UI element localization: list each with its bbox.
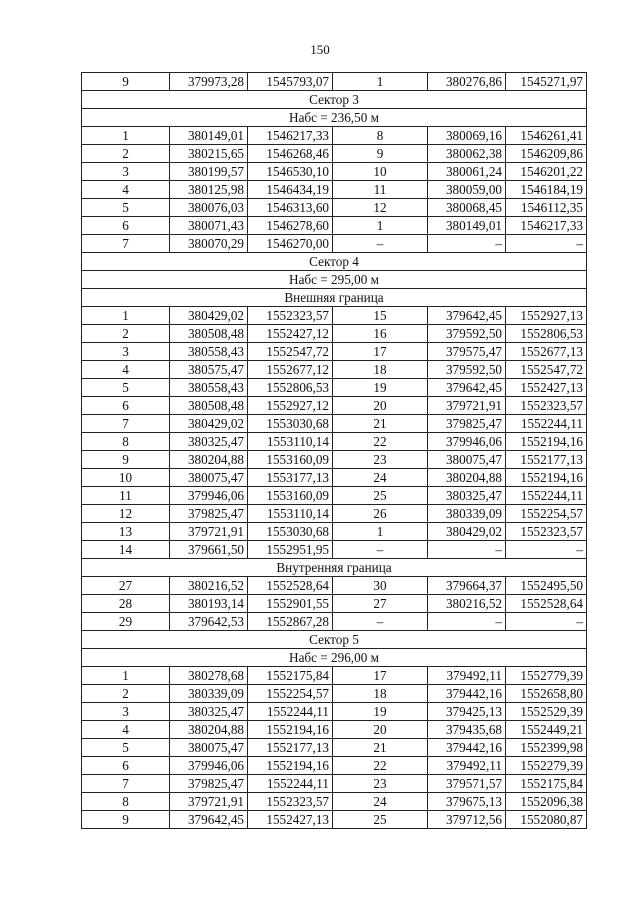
section-header-row (82, 289, 587, 307)
section-header: Сектор 5 (82, 631, 587, 649)
y-left-cell: 1552177,13 (248, 739, 333, 757)
section-header: Сектор 3 (82, 91, 587, 109)
section-header-row (82, 649, 587, 667)
table-row (82, 397, 587, 415)
section-header: Набс = 236,50 м (82, 109, 587, 127)
y-left-cell: 1545793,07 (248, 73, 333, 91)
x-left-cell: 379946,06 (170, 757, 248, 775)
x-right-cell: – (428, 541, 506, 559)
point-number-left-cell: 9 (82, 811, 170, 829)
x-left-cell: 380216,52 (170, 577, 248, 595)
y-right-cell: 1552279,39 (506, 757, 587, 775)
y-left-cell: 1552867,28 (248, 613, 333, 631)
point-number-right-cell: 22 (333, 433, 428, 451)
y-right-cell: 1552177,13 (506, 451, 587, 469)
y-right-cell: 1552175,84 (506, 775, 587, 793)
y-right-cell: 1552194,16 (506, 433, 587, 451)
x-left-cell: 379973,28 (170, 73, 248, 91)
y-right-cell: 1552244,11 (506, 487, 587, 505)
x-left-cell: 379946,06 (170, 487, 248, 505)
table-row (82, 811, 587, 829)
point-number-left-cell: 9 (82, 73, 170, 91)
table-row (82, 325, 587, 343)
x-right-cell: – (428, 613, 506, 631)
x-left-cell: 380575,47 (170, 361, 248, 379)
table-row (82, 721, 587, 739)
x-right-cell: 379571,57 (428, 775, 506, 793)
point-number-left-cell: 6 (82, 397, 170, 415)
table-row (82, 415, 587, 433)
point-number-right-cell: 1 (333, 73, 428, 91)
x-right-cell: 380061,24 (428, 163, 506, 181)
y-right-cell: – (506, 541, 587, 559)
point-number-left-cell: 4 (82, 181, 170, 199)
point-number-right-cell: 9 (333, 145, 428, 163)
y-left-cell: 1552194,16 (248, 721, 333, 739)
y-right-cell: 1552244,11 (506, 415, 587, 433)
y-right-cell: – (506, 613, 587, 631)
x-right-cell: 379592,50 (428, 325, 506, 343)
point-number-right-cell: 27 (333, 595, 428, 613)
x-right-cell: 379435,68 (428, 721, 506, 739)
x-right-cell: 379642,45 (428, 379, 506, 397)
x-left-cell: 380558,43 (170, 379, 248, 397)
table-row (82, 145, 587, 163)
y-left-cell: 1552244,11 (248, 703, 333, 721)
x-left-cell: 380075,47 (170, 469, 248, 487)
point-number-right-cell: 25 (333, 811, 428, 829)
x-right-cell: 380429,02 (428, 523, 506, 541)
x-right-cell: 380339,09 (428, 505, 506, 523)
point-number-left-cell: 4 (82, 361, 170, 379)
section-header-row (82, 91, 587, 109)
section-header-row (82, 271, 587, 289)
point-number-right-cell: 21 (333, 739, 428, 757)
table-row (82, 163, 587, 181)
table-row (82, 577, 587, 595)
x-right-cell: 379946,06 (428, 433, 506, 451)
section-header-row (82, 109, 587, 127)
y-left-cell: 1552677,12 (248, 361, 333, 379)
y-left-cell: 1553177,13 (248, 469, 333, 487)
table-row (82, 595, 587, 613)
section-header: Набс = 295,00 м (82, 271, 587, 289)
table-row (82, 775, 587, 793)
point-number-right-cell: 22 (333, 757, 428, 775)
x-right-cell: 380069,16 (428, 127, 506, 145)
x-right-cell: 379675,13 (428, 793, 506, 811)
table-row (82, 361, 587, 379)
y-right-cell: 1552927,13 (506, 307, 587, 325)
y-right-cell: 1552529,39 (506, 703, 587, 721)
x-left-cell: 379721,91 (170, 793, 248, 811)
x-right-cell: 380149,01 (428, 217, 506, 235)
y-left-cell: 1553160,09 (248, 487, 333, 505)
point-number-right-cell: 24 (333, 793, 428, 811)
y-right-cell: 1552427,13 (506, 379, 587, 397)
point-number-left-cell: 7 (82, 235, 170, 253)
x-right-cell: 380325,47 (428, 487, 506, 505)
x-left-cell: 380339,09 (170, 685, 248, 703)
y-left-cell: 1552244,11 (248, 775, 333, 793)
x-left-cell: 380071,43 (170, 217, 248, 235)
y-right-cell: 1552779,39 (506, 667, 587, 685)
table-row (82, 523, 587, 541)
point-number-right-cell: 19 (333, 703, 428, 721)
table-row (82, 181, 587, 199)
x-left-cell: 380070,29 (170, 235, 248, 253)
x-right-cell: 379492,11 (428, 667, 506, 685)
y-left-cell: 1553160,09 (248, 451, 333, 469)
y-left-cell: 1546270,00 (248, 235, 333, 253)
y-right-cell: 1546112,35 (506, 199, 587, 217)
section-header-row (82, 253, 587, 271)
x-right-cell: 380075,47 (428, 451, 506, 469)
point-number-left-cell: 9 (82, 451, 170, 469)
table-row (82, 217, 587, 235)
point-number-left-cell: 3 (82, 343, 170, 361)
y-left-cell: 1546313,60 (248, 199, 333, 217)
x-left-cell: 379825,47 (170, 505, 248, 523)
y-right-cell: 1552658,80 (506, 685, 587, 703)
section-header-row (82, 559, 587, 577)
point-number-left-cell: 11 (82, 487, 170, 505)
point-number-left-cell: 8 (82, 793, 170, 811)
table-row (82, 235, 587, 253)
table-row (82, 307, 587, 325)
y-right-cell: 1552096,38 (506, 793, 587, 811)
point-number-right-cell: 15 (333, 307, 428, 325)
x-right-cell: 379721,91 (428, 397, 506, 415)
y-right-cell: 1546201,22 (506, 163, 587, 181)
table-row (82, 73, 587, 91)
x-right-cell: 380062,38 (428, 145, 506, 163)
x-left-cell: 379642,45 (170, 811, 248, 829)
y-right-cell: 1546184,19 (506, 181, 587, 199)
point-number-right-cell: 16 (333, 325, 428, 343)
point-number-right-cell: 25 (333, 487, 428, 505)
section-header: Сектор 4 (82, 253, 587, 271)
y-left-cell: 1552951,95 (248, 541, 333, 559)
x-left-cell: 379721,91 (170, 523, 248, 541)
point-number-right-cell: 8 (333, 127, 428, 145)
y-left-cell: 1546530,10 (248, 163, 333, 181)
coordinates-table-body (82, 73, 587, 829)
x-left-cell: 380325,47 (170, 433, 248, 451)
point-number-left-cell: 1 (82, 307, 170, 325)
y-right-cell: 1546209,86 (506, 145, 587, 163)
table-row (82, 433, 587, 451)
table-row (82, 469, 587, 487)
y-left-cell: 1552427,12 (248, 325, 333, 343)
point-number-left-cell: 27 (82, 577, 170, 595)
x-left-cell: 379661,50 (170, 541, 248, 559)
point-number-left-cell: 14 (82, 541, 170, 559)
x-left-cell: 380429,02 (170, 307, 248, 325)
point-number-left-cell: 28 (82, 595, 170, 613)
y-right-cell: 1552194,16 (506, 469, 587, 487)
x-left-cell: 380558,43 (170, 343, 248, 361)
x-right-cell: 380068,45 (428, 199, 506, 217)
point-number-right-cell: 26 (333, 505, 428, 523)
point-number-left-cell: 1 (82, 667, 170, 685)
page-number: 150 (310, 42, 330, 57)
x-left-cell: 380193,14 (170, 595, 248, 613)
table-row (82, 703, 587, 721)
x-right-cell: 380204,88 (428, 469, 506, 487)
point-number-right-cell: 17 (333, 343, 428, 361)
y-left-cell: 1553030,68 (248, 415, 333, 433)
point-number-right-cell: 1 (333, 523, 428, 541)
y-right-cell: 1552449,21 (506, 721, 587, 739)
y-left-cell: 1552901,55 (248, 595, 333, 613)
point-number-left-cell: 8 (82, 433, 170, 451)
point-number-left-cell: 12 (82, 505, 170, 523)
point-number-left-cell: 2 (82, 685, 170, 703)
y-left-cell: 1546434,19 (248, 181, 333, 199)
point-number-right-cell: 21 (333, 415, 428, 433)
point-number-right-cell: 12 (333, 199, 428, 217)
x-left-cell: 380204,88 (170, 451, 248, 469)
point-number-left-cell: 13 (82, 523, 170, 541)
table-row (82, 379, 587, 397)
y-right-cell: 1552547,72 (506, 361, 587, 379)
point-number-left-cell: 29 (82, 613, 170, 631)
point-number-right-cell: – (333, 613, 428, 631)
x-right-cell: 379825,47 (428, 415, 506, 433)
y-left-cell: 1546268,46 (248, 145, 333, 163)
y-right-cell: 1545271,97 (506, 73, 587, 91)
point-number-left-cell: 3 (82, 163, 170, 181)
table-row (82, 127, 587, 145)
point-number-right-cell: 1 (333, 217, 428, 235)
table-row (82, 505, 587, 523)
point-number-left-cell: 10 (82, 469, 170, 487)
table-row (82, 685, 587, 703)
x-right-cell: 379425,13 (428, 703, 506, 721)
x-left-cell: 380215,65 (170, 145, 248, 163)
x-left-cell: 380325,47 (170, 703, 248, 721)
y-left-cell: 1552427,13 (248, 811, 333, 829)
y-left-cell: 1552528,64 (248, 577, 333, 595)
x-right-cell: 380059,00 (428, 181, 506, 199)
section-header: Внутренняя граница (82, 559, 587, 577)
y-right-cell: 1552528,64 (506, 595, 587, 613)
point-number-left-cell: 5 (82, 739, 170, 757)
y-left-cell: 1552806,53 (248, 379, 333, 397)
y-left-cell: 1546278,60 (248, 217, 333, 235)
x-left-cell: 380204,88 (170, 721, 248, 739)
section-header: Внешняя граница (82, 289, 587, 307)
table-row (82, 451, 587, 469)
table-row (82, 739, 587, 757)
point-number-right-cell: 30 (333, 577, 428, 595)
y-right-cell: 1552323,57 (506, 523, 587, 541)
y-left-cell: 1553030,68 (248, 523, 333, 541)
point-number-right-cell: 18 (333, 685, 428, 703)
x-left-cell: 380076,03 (170, 199, 248, 217)
point-number-left-cell: 2 (82, 325, 170, 343)
x-right-cell: 379575,47 (428, 343, 506, 361)
point-number-left-cell: 2 (82, 145, 170, 163)
x-right-cell: 379712,56 (428, 811, 506, 829)
y-left-cell: 1552927,12 (248, 397, 333, 415)
y-right-cell: 1552254,57 (506, 505, 587, 523)
x-right-cell: 380276,86 (428, 73, 506, 91)
x-left-cell: 380508,48 (170, 397, 248, 415)
y-right-cell: 1552399,98 (506, 739, 587, 757)
table-row (82, 199, 587, 217)
y-left-cell: 1546217,33 (248, 127, 333, 145)
y-right-cell: 1552495,50 (506, 577, 587, 595)
point-number-right-cell: – (333, 541, 428, 559)
y-left-cell: 1552323,57 (248, 793, 333, 811)
y-left-cell: 1553110,14 (248, 505, 333, 523)
point-number-right-cell: 10 (333, 163, 428, 181)
point-number-right-cell: 19 (333, 379, 428, 397)
y-left-cell: 1553110,14 (248, 433, 333, 451)
y-left-cell: 1552254,57 (248, 685, 333, 703)
x-left-cell: 380199,57 (170, 163, 248, 181)
section-header-row (82, 631, 587, 649)
point-number-right-cell: 11 (333, 181, 428, 199)
table-row (82, 613, 587, 631)
x-left-cell: 379825,47 (170, 775, 248, 793)
point-number-right-cell: 17 (333, 667, 428, 685)
y-left-cell: 1552323,57 (248, 307, 333, 325)
y-right-cell: – (506, 235, 587, 253)
x-right-cell: – (428, 235, 506, 253)
x-left-cell: 380429,02 (170, 415, 248, 433)
point-number-right-cell: 20 (333, 721, 428, 739)
y-right-cell: 1552806,53 (506, 325, 587, 343)
x-right-cell: 379492,11 (428, 757, 506, 775)
y-right-cell: 1546217,33 (506, 217, 587, 235)
y-right-cell: 1552080,87 (506, 811, 587, 829)
x-left-cell: 380125,98 (170, 181, 248, 199)
coordinates-table (81, 72, 587, 829)
point-number-left-cell: 7 (82, 415, 170, 433)
x-right-cell: 379442,16 (428, 739, 506, 757)
x-right-cell: 379442,16 (428, 685, 506, 703)
x-right-cell: 380216,52 (428, 595, 506, 613)
y-left-cell: 1552175,84 (248, 667, 333, 685)
table-row (82, 343, 587, 361)
table-row (82, 757, 587, 775)
table-row (82, 793, 587, 811)
point-number-left-cell: 5 (82, 379, 170, 397)
y-left-cell: 1552194,16 (248, 757, 333, 775)
y-right-cell: 1546261,41 (506, 127, 587, 145)
table-row (82, 667, 587, 685)
x-right-cell: 379664,37 (428, 577, 506, 595)
point-number-left-cell: 5 (82, 199, 170, 217)
point-number-right-cell: 24 (333, 469, 428, 487)
y-right-cell: 1552677,13 (506, 343, 587, 361)
point-number-left-cell: 7 (82, 775, 170, 793)
point-number-right-cell: 20 (333, 397, 428, 415)
point-number-left-cell: 1 (82, 127, 170, 145)
x-left-cell: 380278,68 (170, 667, 248, 685)
x-right-cell: 379592,50 (428, 361, 506, 379)
point-number-left-cell: 6 (82, 757, 170, 775)
point-number-right-cell: 18 (333, 361, 428, 379)
point-number-left-cell: 3 (82, 703, 170, 721)
y-right-cell: 1552323,57 (506, 397, 587, 415)
point-number-right-cell: 23 (333, 451, 428, 469)
point-number-right-cell: – (333, 235, 428, 253)
point-number-left-cell: 4 (82, 721, 170, 739)
x-right-cell: 379642,45 (428, 307, 506, 325)
y-left-cell: 1552547,72 (248, 343, 333, 361)
point-number-right-cell: 23 (333, 775, 428, 793)
x-left-cell: 380508,48 (170, 325, 248, 343)
point-number-left-cell: 6 (82, 217, 170, 235)
table-row (82, 487, 587, 505)
x-left-cell: 379642,53 (170, 613, 248, 631)
x-left-cell: 380075,47 (170, 739, 248, 757)
x-left-cell: 380149,01 (170, 127, 248, 145)
table-row (82, 541, 587, 559)
section-header: Набс = 296,00 м (82, 649, 587, 667)
